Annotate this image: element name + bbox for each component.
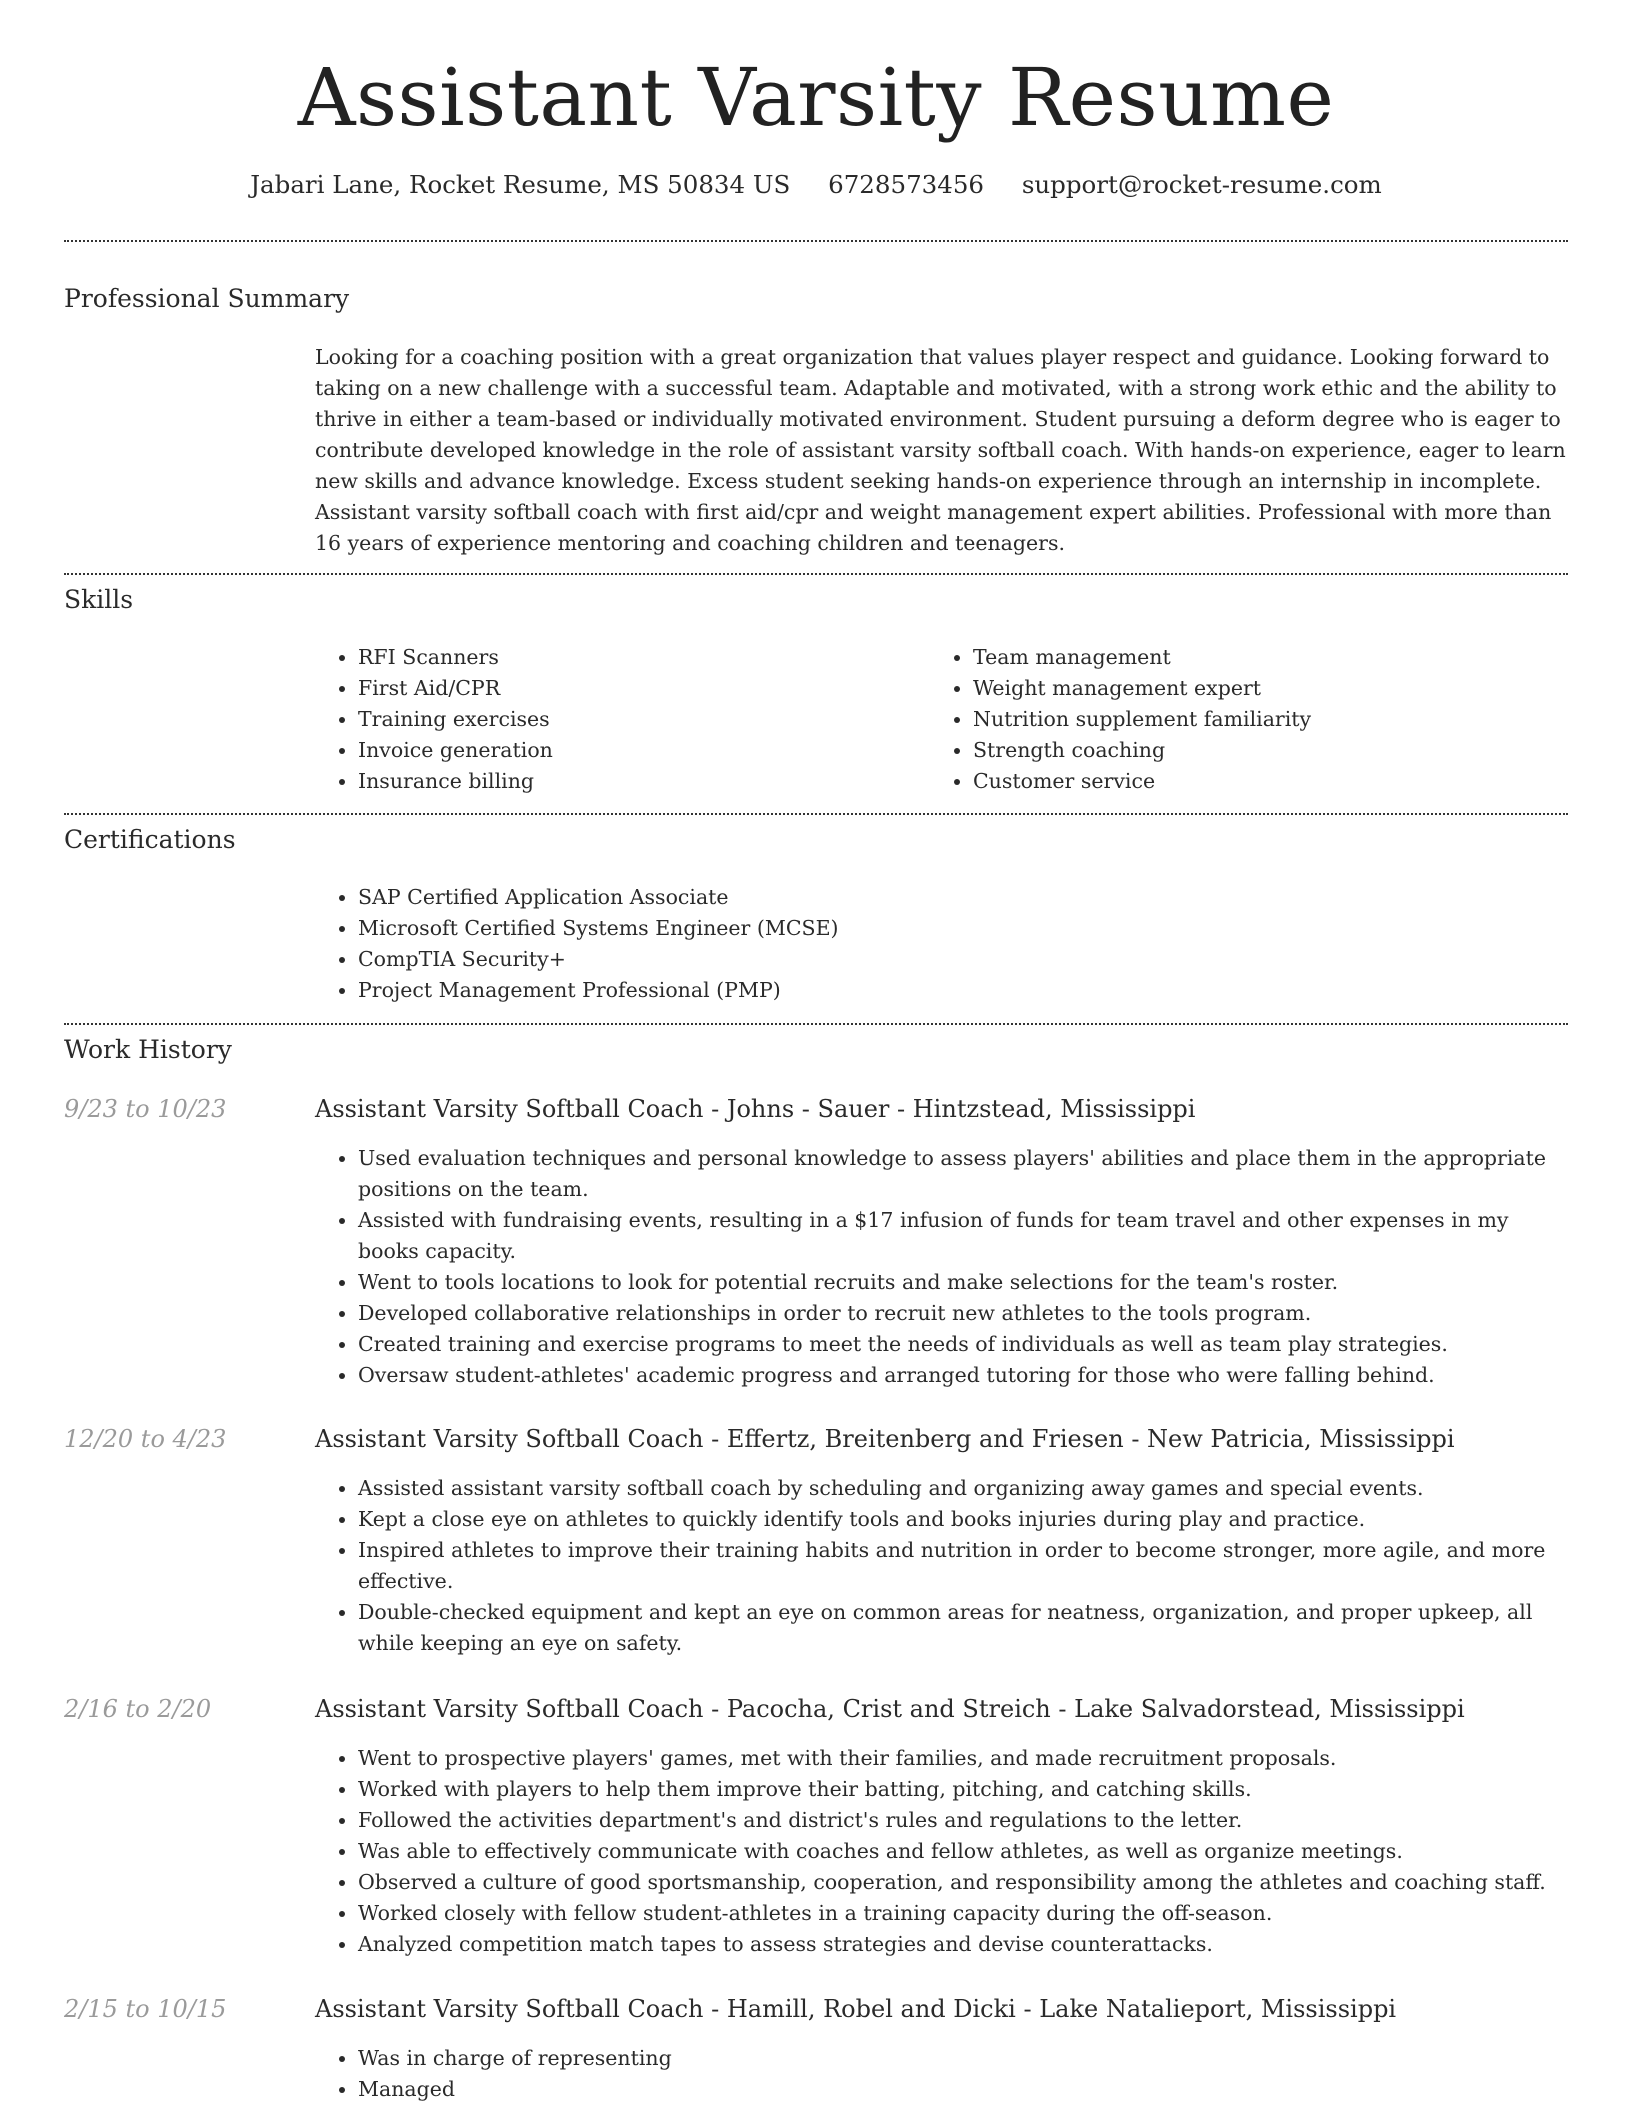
contact-phone: 6728573456	[828, 170, 985, 199]
divider	[64, 573, 1568, 575]
job-bullet: • Was in charge of representing	[358, 2043, 1568, 2074]
skills-heading: Skills	[64, 585, 134, 614]
skill-item: • Invoice generation	[358, 735, 918, 766]
certifications-list	[315, 882, 1558, 1006]
job-bullet: • Inspired athletes to improve their training habits and nutrition in order to become stronger, more agile, and more effective.	[358, 1535, 1568, 1597]
skill-item: • Customer service	[973, 766, 1573, 797]
job-date: 2/15 to 10/15	[64, 1995, 227, 2023]
skill-item: • Training exercises	[358, 704, 918, 735]
job-bullet: • Worked closely with fellow student-athletes in a training capacity during the off-season.	[358, 1898, 1568, 1929]
skill-item: • Team management	[973, 642, 1573, 673]
job-date: 9/23 to 10/23	[64, 1095, 227, 1123]
work-history-heading: Work History	[64, 1035, 232, 1064]
job-bullet: • Created training and exercise programs to meet the needs of individuals as well as team play strategies.	[358, 1329, 1568, 1360]
skills-list-right	[930, 642, 1573, 797]
job-title: Assistant Varsity Softball Coach - Johns - Sauer - Hintzstead, Mississippi	[315, 1095, 1196, 1123]
summary-text: Looking for a coaching position with a great organization that values player respect and guidance. Looking forward to taking on a new challenge with a successful team. Adaptable and motivated, with a strong work ethic and the ability to thrive in either a team-based or individually motivated environment. Student pursuing a deform degree who is eager to contribute developed knowledge in the role of assistant varsity softball coach. With hands-on experience, eager to learn new skills and advance knowledge. Excess student seeking hands-on experience through an internship in incomplete. Assistant varsity softball coach with first aid/cpr and weight management expert abilities. Professional with more than 16 years of experience mentoring and coaching children and teenagers.	[315, 345, 1566, 555]
summary-heading: Professional Summary	[64, 284, 350, 313]
job-bullet: • Used evaluation techniques and personal knowledge to assess players' abilities and place them in the appropriate positions on the team.	[358, 1143, 1568, 1205]
divider	[64, 240, 1568, 242]
certifications-heading: Certifications	[64, 825, 236, 854]
skill-item: • Insurance billing	[358, 766, 918, 797]
job-bullet: • Observed a culture of good sportsmanship, cooperation, and responsibility among the athletes and coaching staff.	[358, 1867, 1568, 1898]
job-bullets	[315, 1743, 1568, 1960]
contact-email: support@rocket-resume.com	[1021, 170, 1382, 199]
skill-item: • RFI Scanners	[358, 642, 918, 673]
job-bullet: • Worked with players to help them improve their batting, pitching, and catching skills.	[358, 1774, 1568, 1805]
job-title: Assistant Varsity Softball Coach - Pacocha, Crist and Streich - Lake Salvadorstead, Mississippi	[315, 1695, 1465, 1723]
job-date: 2/16 to 2/20	[64, 1695, 212, 1723]
job-bullet: • Developed collaborative relationships in order to recruit new athletes to the tools program.	[358, 1298, 1568, 1329]
job-date: 12/20 to 4/23	[64, 1425, 227, 1453]
skill-item: • Strength coaching	[973, 735, 1573, 766]
job-bullet: • Kept a close eye on athletes to quickly identify tools and books injuries during play and practice.	[358, 1504, 1568, 1535]
certification-item: • CompTIA Security+	[358, 944, 1558, 975]
job-bullet: • Went to prospective players' games, met with their families, and made recruitment proposals.	[358, 1743, 1568, 1774]
divider	[64, 813, 1568, 815]
contact-address: Jabari Lane, Rocket Resume, MS 50834 US	[250, 170, 791, 199]
contact-line	[64, 170, 1568, 199]
job-title: Assistant Varsity Softball Coach - Effertz, Breitenberg and Friesen - New Patricia, Mississippi	[315, 1425, 1455, 1453]
job-bullet: • Assisted with fundraising events, resulting in a $17 infusion of funds for team travel and other expenses in my books capacity.	[358, 1205, 1568, 1267]
resume-page	[64, 0, 1568, 2112]
skill-item: • First Aid/CPR	[358, 673, 918, 704]
job-bullet: • Managed	[358, 2074, 1568, 2105]
resume-title: Assistant Varsity Resume	[297, 51, 1335, 144]
job-bullets	[315, 1473, 1568, 1659]
skill-item: • Nutrition supplement familiarity	[973, 704, 1573, 735]
certification-item: • Microsoft Certified Systems Engineer (MCSE)	[358, 913, 1558, 944]
job-bullet: • Assisted assistant varsity softball coach by scheduling and organizing away games and special events.	[358, 1473, 1568, 1504]
job-bullet: • Double-checked equipment and kept an eye on common areas for neatness, organization, and proper upkeep, all while keeping an eye on safety.	[358, 1597, 1568, 1659]
certification-item: • Project Management Professional (PMP)	[358, 975, 1558, 1006]
divider	[64, 1023, 1568, 1025]
skill-item: • Weight management expert	[973, 673, 1573, 704]
certification-item: • SAP Certified Application Associate	[358, 882, 1558, 913]
job-title: Assistant Varsity Softball Coach - Hamill, Robel and Dicki - Lake Natalieport, Mississippi	[315, 1995, 1397, 2023]
job-bullet: • Analyzed competition match tapes to assess strategies and devise counterattacks.	[358, 1929, 1568, 1960]
job-bullet: • Followed the activities department's and district's rules and regulations to the letter.	[358, 1805, 1568, 1836]
job-bullet: • Went to tools locations to look for potential recruits and make selections for the team's roster.	[358, 1267, 1568, 1298]
job-bullets	[315, 1143, 1568, 1391]
job-bullet: • Was able to effectively communicate with coaches and fellow athletes, as well as organize meetings.	[358, 1836, 1568, 1867]
job-bullets	[315, 2043, 1568, 2105]
job-bullet: • Oversaw student-athletes' academic progress and arranged tutoring for those who were falling behind.	[358, 1360, 1568, 1391]
skills-list-left	[315, 642, 918, 797]
